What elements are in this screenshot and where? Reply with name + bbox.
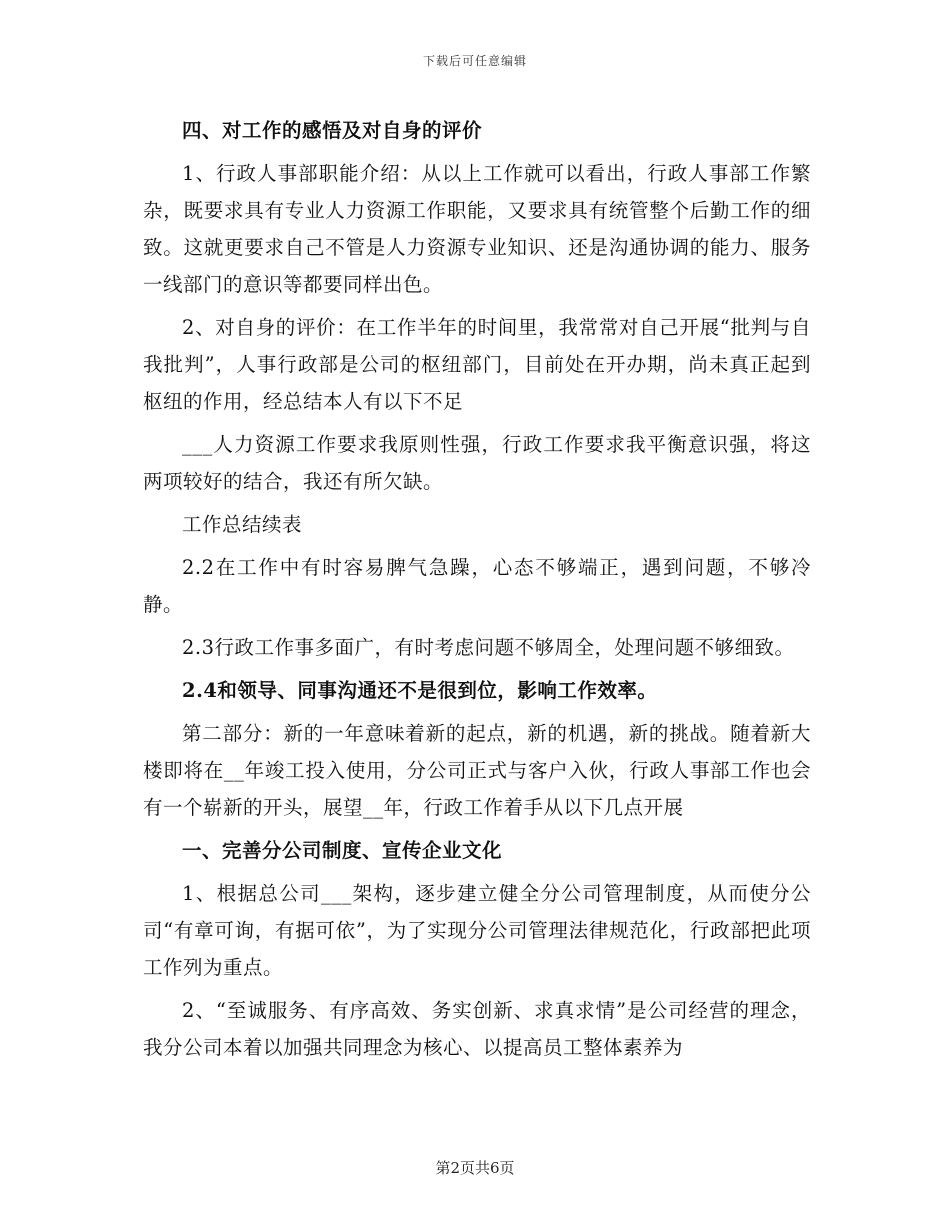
paragraph-company-philosophy: 2、“至诚服务、有序高效、务实创新、求真求情”是公司经营的理念，我分公司本着以加强共同理念为核心、以提高员工整体素养为	[143, 999, 811, 1059]
page-footer: 第2页共6页	[435, 1159, 515, 1177]
paragraph-system-building: 1、根据总公司___架构，逐步建立健全分公司管理制度，从而使分公司“有章可询，有据可依”，为了实现分公司管理法律规范化，行政部把此项工作列为重点。	[143, 882, 811, 979]
paragraph-dept-intro: 1、行政人事部职能介绍：从以上工作就可以看出，行政人事部工作繁杂，既要求具有专业人力资源工作职能，又要求具有统管整个后勤工作的细致。这就更要求自己不管是人力资源专业知识、还是沟通协调的能力、服务一线部门的意识等都要同样出色。	[143, 162, 811, 296]
page-header: 下载后可任意编辑	[422, 54, 527, 68]
section-heading-1: 一、完善分公司制度、宣传企业文化	[182, 839, 503, 862]
continued-table-label: 工作总结续表	[182, 513, 303, 536]
paragraph-shortcoming-1: ___人力资源工作要求我原则性强，行政工作要求我平衡意识强，将这两项较好的结合，我还有所欠缺。	[143, 433, 811, 493]
paragraph-part-two: 第二部分：新的一年意味着新的起点，新的机遇，新的挑战。随着新大楼即将在__年竣工投入使用，分公司正式与客户入伙，行政人事部工作也会有一个崭新的开头，展望__年，行政工作着手从以下几点开展	[143, 722, 811, 819]
paragraph-shortcoming-2-3: 2.3行政工作事多面广，有时考虑问题不够周全，处理问题不够细致。	[182, 636, 795, 659]
paragraph-shortcoming-2-2: 2.2在工作中有时容易脾气急躁，心态不够端正，遇到问题，不够冷静。	[143, 556, 811, 616]
paragraph-self-evaluation: 2、对自身的评价：在工作半年的时间里，我常常对自己开展“批判与自我批判”，人事行政部是公司的枢纽部门，目前处在开办期，尚未真正起到枢纽的作用，经总结本人有以下不足	[143, 316, 811, 413]
section-heading-4: 四、对工作的感悟及对自身的评价	[182, 119, 483, 142]
paragraph-shortcoming-2-4: 2.4和领导、同事沟通还不是很到位，影响工作效率。	[182, 679, 658, 702]
document-body	[143, 112, 811, 1066]
